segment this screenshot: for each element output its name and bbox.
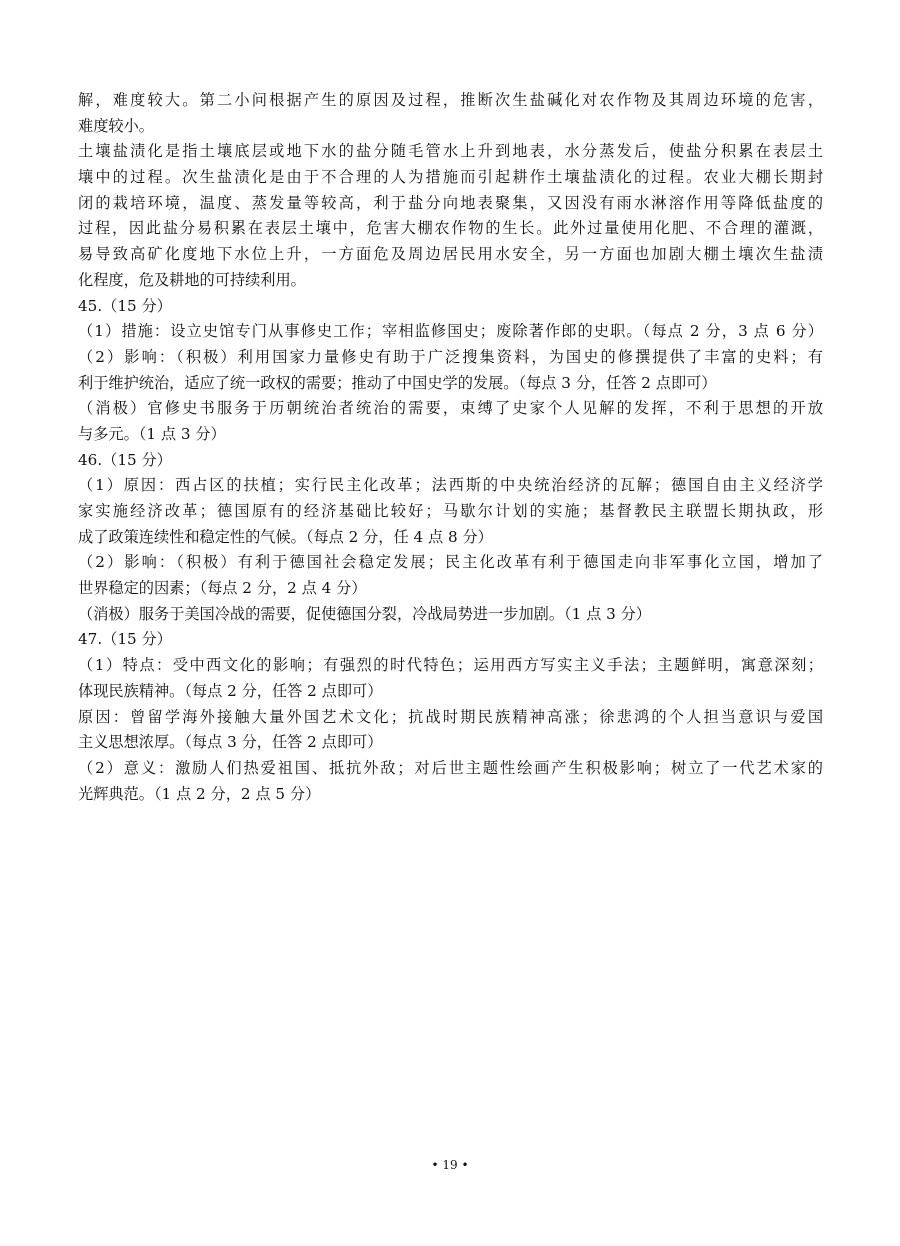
text-line: 成了政策连续性和稳定性的气候。（每点 2 分，任 4 点 8 分） [78, 527, 493, 546]
text-line: （2）影响：（积极）利用国家力量修史有助于广泛搜集资料，为国史的修撰提供了丰富的史料；有 [78, 347, 823, 366]
text-line: 46.（15 分） [78, 450, 172, 469]
text-line: 利于维护统治，适应了统一政权的需要；推动了中国史学的发展。（每点 3 分，任答 2 点即可） [78, 373, 717, 392]
text-line: （消极）官修史书服务于历朝统治者统治的需要，束缚了史家个人见解的发挥，不利于思想的开放 [78, 399, 823, 418]
text-line: 土壤盐渍化是指土壤底层或地下水的盐分随毛管水上升到地表，水分蒸发后，使盐分积累在表层土 [78, 142, 823, 161]
text-line: （消极）服务于美国冷战的需要，促使德国分裂，冷战局势进一步加剧。（1 点 3 分） [78, 604, 651, 623]
text-line: 壤中的过程。次生盐渍化是由于不合理的人为措施而引起耕作土壤盐渍化的过程。农业大棚长期封 [78, 168, 823, 187]
answer-text-body [78, 88, 823, 807]
text-line: 难度较小。 [78, 116, 154, 135]
text-line: （2）影响：（积极）有利于德国社会稳定发展；民主化改革有利于德国走向非军事化立国，增加了 [78, 553, 823, 572]
text-line: 家实施经济改革；德国原有的经济基础比较好；马歇尔计划的实施；基督教民主联盟长期执政，形 [78, 502, 823, 520]
text-line: （1）原因：西占区的扶植；实行民主化改革；法西斯的中央统治经济的瓦解；德国自由主义经济学 [78, 476, 823, 495]
text-line: （2）意义：激励人们热爱祖国、抵抗外敌；对后世主题性绘画产生积极影响；树立了一代艺术家的 [78, 758, 823, 777]
text-line: 与多元。（1 点 3 分） [78, 424, 226, 443]
text-line: 闭的栽培环境，温度、蒸发量等较高，利于盐分向地表聚集，又因没有雨水淋溶作用等降低盐度的 [78, 193, 823, 212]
text-line: 光辉典范。（1 点 2 分，2 点 5 分） [78, 784, 321, 803]
text-line: 解，难度较大。第二小问根据产生的原因及过程，推断次生盐碱化对农作物及其周边环境的危害， [78, 91, 823, 109]
text-line: 易导致高矿化度地下水位上升，一方面危及周边居民用水安全，另一方面也加剧大棚土壤次生盐渍 [78, 245, 823, 264]
text-line: 原因：曾留学海外接触大量外国艺术文化；抗战时期民族精神高涨；徐悲鸿的个人担当意识与爱国 [78, 707, 823, 726]
text-line: 体现民族精神。（每点 2 分，任答 2 点即可） [78, 681, 383, 700]
text-line: 45.（15 分） [78, 296, 172, 315]
page-number: • 19 • [431, 1158, 469, 1172]
text-line: 过程，因此盐分易积累在表层土壤中，危害大棚农作物的生长。此外过量使用化肥、不合理的灌溉， [78, 219, 823, 238]
text-line: 47.（15 分） [78, 630, 172, 649]
text-line: 主义思想浓厚。（每点 3 分，任答 2 点即可） [78, 733, 383, 752]
text-line: （1）特点：受中西文化的影响；有强烈的时代特色；运用西方写实主义手法；主题鲜明，寓意深刻； [78, 656, 823, 675]
text-line: 世界稳定的因素；（每点 2 分，2 点 4 分） [78, 579, 367, 598]
text-line: （1）措施：设立史馆专门从事修史工作；宰相监修国史；废除著作郎的史职。（每点 2 分，3 点 6 分） [78, 322, 823, 341]
text-line: 化程度，危及耕地的可持续利用。 [78, 270, 306, 289]
